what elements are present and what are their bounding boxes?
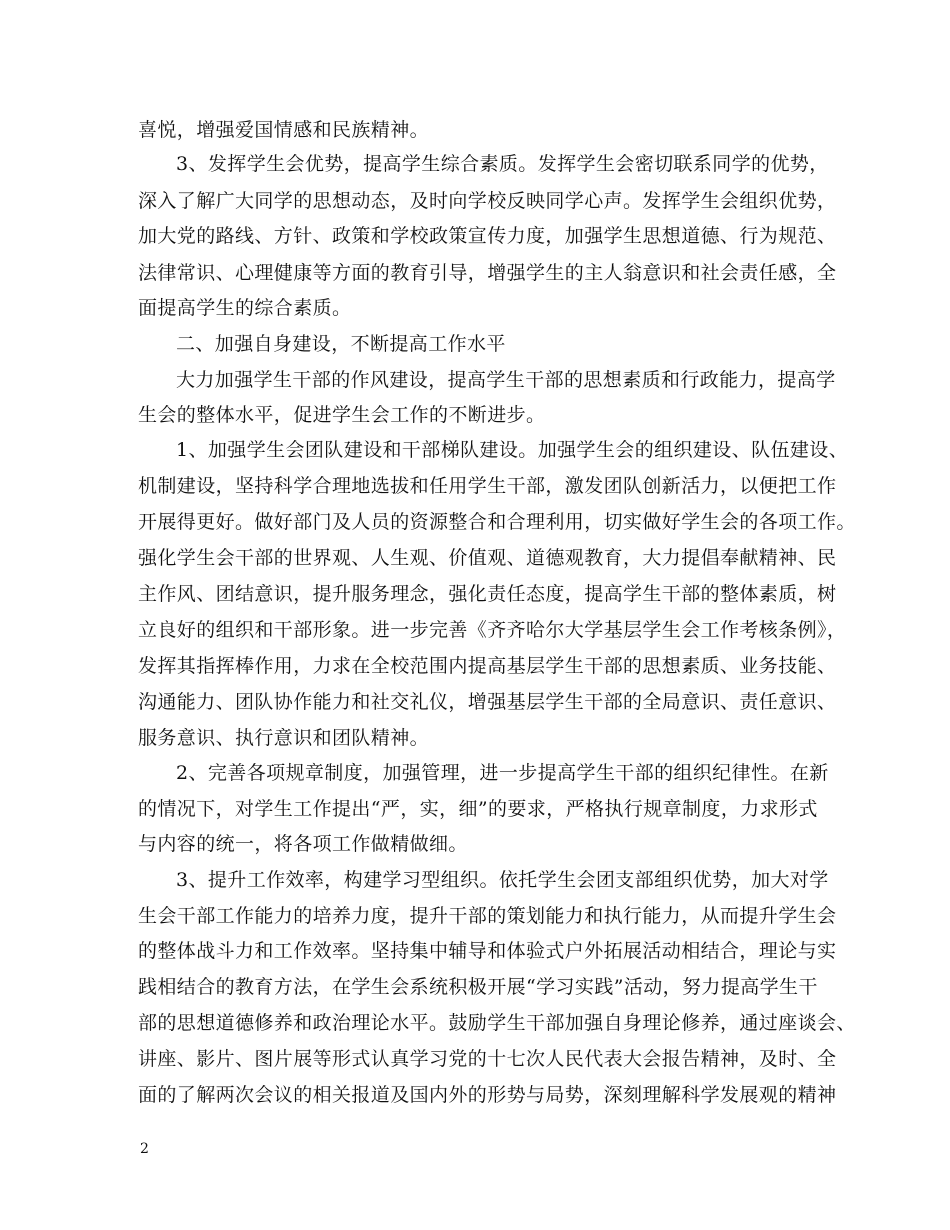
text-line: 面提高学生的综合素质。 bbox=[138, 297, 352, 319]
text-line: 法律常识、心理健康等方面的教育引导，增强学生的主人翁意识和社会责任感，全 bbox=[138, 262, 837, 284]
text-line: 2、完善各项规章制度，加强管理，进一步提高学生干部的组织纪律性。在新 bbox=[176, 762, 829, 784]
text-line: 大力加强学生干部的作风建设，提高学生干部的思想素质和行政能力，提高学 bbox=[176, 369, 836, 391]
text-line: 喜悦，增强爱国情感和民族精神。 bbox=[138, 119, 430, 141]
page-number: 2 bbox=[140, 1141, 149, 1157]
text-line: 服务意识、执行意识和团队精神。 bbox=[138, 727, 430, 749]
text-line: 立良好的组织和干部形象。进一步完善《齐齐哈尔大学基层学生会工作考核条例》， bbox=[138, 619, 847, 641]
text-line: 深入了解广大同学的思想动态，及时向学校反映同学心声。发挥学生会组织优势， bbox=[138, 190, 837, 212]
text-line: 主作风、团结意识，提升服务理念，强化责任态度，提高学生干部的整体素质，树 bbox=[138, 583, 837, 605]
text-line: 践相结合的教育方法，在学生会系统积极开展“学习实践”活动，努力提高学生干 bbox=[138, 976, 818, 998]
text-line: 机制建设，坚持科学合理地选拔和任用学生干部，激发团队创新活力，以便把工作 bbox=[138, 475, 837, 497]
text-line: 的整体战斗力和工作效率。坚持集中辅导和体验式户外拓展活动相结合，理论与实 bbox=[138, 940, 837, 962]
text-line: 生会干部工作能力的培养力度，提升干部的策划能力和执行能力，从而提升学生会 bbox=[138, 905, 837, 927]
section-heading: 二、加强自身建设，不断提高工作水平 bbox=[176, 333, 506, 355]
text-line: 沟通能力、团队协作能力和社交礼仪，增强基层学生干部的全局意识、责任意识、 bbox=[138, 691, 837, 713]
text-line: 生会的整体水平，促进学生会工作的不断进步。 bbox=[138, 404, 546, 426]
text-line: 的情况下，对学生工作提出“严，实，细”的要求，严格执行规章制度，力求形式 bbox=[138, 798, 818, 820]
text-line: 开展得更好。做好部门及人员的资源整合和合理利用，切实做好学生会的各项工作。 bbox=[138, 511, 856, 533]
text-line: 强化学生会干部的世界观、人生观、价值观、道德观教育，大力提倡奉献精神、民 bbox=[138, 547, 837, 569]
text-line: 与内容的统一，将各项工作做精做细。 bbox=[138, 833, 468, 855]
text-line: 讲座、影片、图片展等形式认真学习党的十七次人民代表大会报告精神，及时、全 bbox=[138, 1048, 837, 1070]
text-line: 1、加强学生会团队建设和干部梯队建设。加强学生会的组织建设、队伍建设、 bbox=[176, 439, 849, 461]
text-line: 加大党的路线、方针、政策和学校政策宣传力度，加强学生思想道德、行为规范、 bbox=[138, 225, 837, 247]
text-line: 3、提升工作效率，构建学习型组织。依托学生会团支部组织优势，加大对学 bbox=[176, 869, 829, 891]
text-line: 部的思想道德修养和政治理论水平。鼓励学生干部加强自身理论修养，通过座谈会、 bbox=[138, 1012, 856, 1034]
text-line: 面的了解两次会议的相关报道及国内外的形势与局势，深刻理解科学发展观的精神 bbox=[138, 1084, 837, 1106]
text-line: 发挥其指挥棒作用，力求在全校范围内提高基层学生干部的思想素质、业务技能、 bbox=[138, 655, 837, 677]
text-line: 3、发挥学生会优势，提高学生综合素质。发挥学生会密切联系同学的优势， bbox=[176, 153, 829, 175]
